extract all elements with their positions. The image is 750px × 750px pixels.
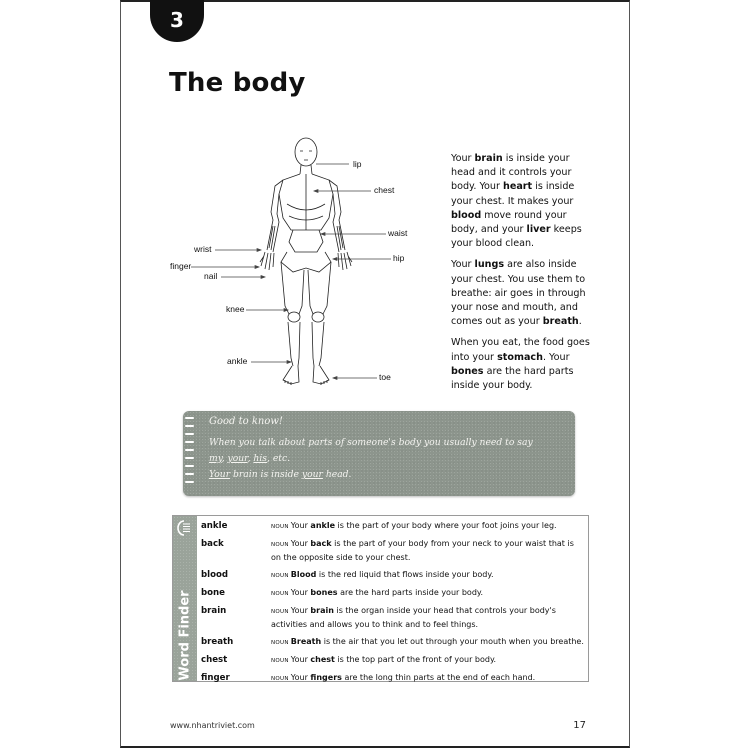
book-pages-icon [177,520,192,536]
part-of-speech: NOUN [271,609,289,616]
label-knee: knee [226,304,245,314]
entry-definition: NOUN Blood is the red liquid that flows inside your body. [271,569,494,579]
word-finder-entry [201,520,586,534]
label-finger: finger [170,261,192,271]
spiral-binding-icon [185,417,195,489]
part-of-speech: NOUN [271,639,289,646]
good-to-know-text [209,435,569,483]
label-chest: chest [374,185,395,195]
part-of-speech: NOUN [271,591,289,598]
entry-definition: NOUN Your back is the part of your body from your neck to your waist that is on the opposite side to your chest. [271,539,574,562]
intro-paragraph: When you eat, the food goes into your stomach. Your bones are the hard parts inside your body. [451,337,590,392]
word-finder-entry [201,605,586,631]
label-lip: lip [353,159,362,169]
part-of-speech: NOUN [271,524,289,530]
part-of-speech: NOUN [271,572,289,579]
label-hip: hip [393,253,405,263]
body-diagram [161,134,431,392]
word-finder-entry [201,672,586,686]
page-number: 17 [573,720,586,731]
good-to-know-box [183,411,575,496]
tip-line: When you talk about parts of someone's body you usually need to say [209,437,533,448]
entry-definition: NOUN Your brain is the organ inside your head that controls your body's activities and allows you to think and to feel things. [271,606,556,629]
entry-definition: NOUN Breath is the air that you let out through your mouth when you breathe. [271,636,584,646]
label-ankle: ankle [227,356,248,366]
entry-word: finger [201,673,230,684]
intro-paragraph: Your brain is inside your head and it controls your body. Your heart is inside your chest. It makes your blood move round your body, and your liver keeps your blood clean. [451,153,582,250]
word-finder-panel [172,515,589,682]
entry-definition: NOUN Your chest is the top part of the front of your body. [271,655,497,665]
intro-paragraph: Your lungs are also inside your chest. You use them to breathe: air goes in through your nose and mouth, and comes out as your breath. [451,259,586,328]
entry-word: bone [201,588,226,599]
entry-definition: NOUN Your ankle is the part of your body where your foot joins your leg. [271,521,557,530]
footer-url: www.nhantriviet.com [170,721,255,730]
entry-word: ankle [201,521,228,531]
word-finder-entry [201,569,586,583]
label-toe: toe [379,372,391,382]
word-finder-entries [201,520,586,691]
word-finder-label: Word Finder [177,590,193,681]
part-of-speech: NOUN [271,676,289,683]
chapter-number: 3 [170,8,184,32]
label-nail: nail [204,271,218,281]
label-waist: waist [388,228,408,238]
page-title: The body [169,68,306,98]
entry-definition: NOUN Your bones are the hard parts inside your body. [271,588,484,598]
part-of-speech: NOUN [271,658,289,665]
part-of-speech: NOUN [271,542,289,549]
intro-text [451,152,591,400]
tip-line: Your brain is inside your head. [209,469,352,480]
entry-word: chest [201,655,228,666]
book-page [120,0,630,748]
entry-word: brain [201,606,227,617]
entry-definition: NOUN Your fingers are the long thin parts at the end of each hand. [271,673,536,683]
word-finder-entry [201,636,586,650]
label-wrist: wrist [194,244,212,254]
chapter-badge [150,0,204,42]
entry-word: breath [201,636,234,647]
word-finder-sidebar [173,516,197,681]
human-skeleton-illustration [161,134,431,392]
word-finder-entry [201,654,586,668]
word-finder-entry [201,587,586,601]
entry-word: blood [201,569,229,580]
word-finder-entry [201,538,586,564]
good-to-know-heading: Good to know! [209,416,283,427]
tip-line: my, your, his, etc. [209,453,291,464]
entry-word: back [201,539,224,550]
